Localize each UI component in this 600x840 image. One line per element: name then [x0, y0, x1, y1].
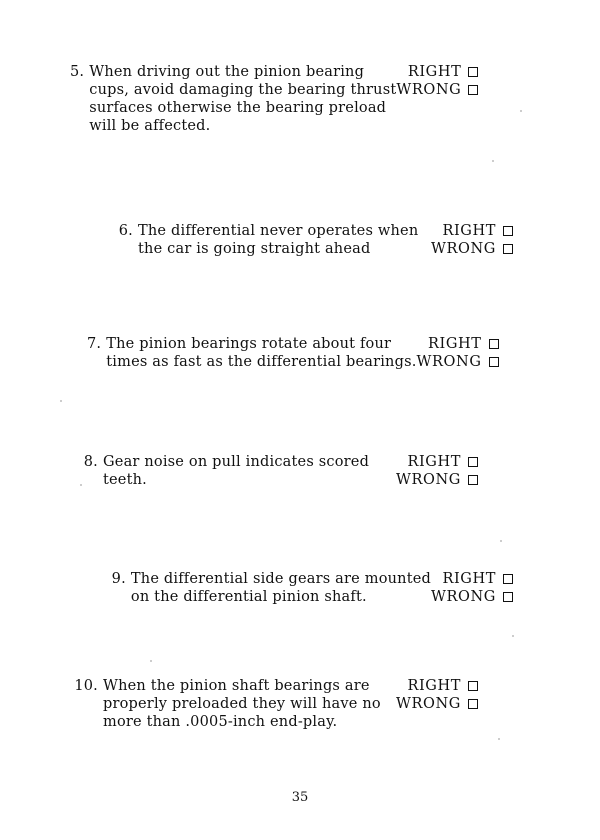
answer-options: [396, 677, 478, 713]
wrong-option[interactable]: [396, 81, 478, 99]
right-option[interactable]: [442, 570, 513, 588]
question-line: times as fast as the differential bearings.: [106, 354, 417, 370]
question-number: 7.: [87, 336, 102, 352]
question-line: When driving out the pinion bearing: [89, 64, 365, 80]
question-line: The pinion bearings rotate about four: [106, 336, 392, 352]
right-option[interactable]: [408, 63, 479, 81]
question-line: properly preloaded they will have no: [103, 696, 381, 712]
question-line: teeth.: [103, 472, 147, 488]
question-number: 6.: [118, 223, 133, 239]
print-speck: [498, 738, 500, 740]
wrong-checkbox[interactable]: [468, 85, 478, 95]
question-6: [105, 222, 513, 258]
right-option[interactable]: [407, 677, 478, 695]
wrong-checkbox[interactable]: [503, 592, 513, 602]
wrong-label: WRONG: [396, 696, 461, 712]
question-text: [103, 453, 396, 489]
print-speck: [80, 484, 82, 486]
right-label: RIGHT: [427, 336, 482, 352]
right-checkbox[interactable]: [468, 681, 478, 691]
wrong-label: WRONG: [396, 472, 461, 488]
question-line: cups, avoid damaging the bearing thrust: [89, 82, 397, 98]
answer-options: [431, 570, 513, 606]
wrong-label: WRONG: [431, 589, 496, 605]
wrong-option[interactable]: [396, 471, 478, 489]
wrong-option[interactable]: [431, 240, 513, 258]
wrong-label: WRONG: [431, 241, 496, 257]
print-speck: [150, 660, 152, 662]
answer-options: [417, 335, 499, 371]
question-line: Gear noise on pull indicates scored: [103, 454, 370, 470]
wrong-checkbox[interactable]: [503, 244, 513, 254]
wrong-option[interactable]: [431, 588, 513, 606]
wrong-checkbox[interactable]: [489, 357, 499, 367]
question-line: surfaces otherwise the bearing preload: [89, 100, 387, 116]
right-option[interactable]: [428, 335, 499, 353]
question-10: [70, 677, 478, 731]
question-line: the car is going straight ahead: [138, 241, 371, 257]
right-label: RIGHT: [407, 64, 462, 80]
right-option[interactable]: [442, 222, 513, 240]
wrong-checkbox[interactable]: [468, 699, 478, 709]
question-number: 5.: [70, 64, 85, 80]
question-line: The differential side gears are mounted: [130, 571, 432, 587]
question-number: 10.: [74, 678, 98, 694]
question-8: [70, 453, 478, 489]
wrong-option[interactable]: [396, 695, 478, 713]
right-label: RIGHT: [407, 454, 461, 470]
question-line: on the differential pinion shaft.: [130, 589, 367, 605]
answer-options: [396, 63, 478, 99]
print-speck: [60, 400, 62, 402]
question-line: The differential never operates when: [138, 223, 419, 239]
question-text: [106, 335, 416, 371]
wrong-label: WRONG: [416, 354, 482, 370]
right-checkbox[interactable]: [489, 339, 499, 349]
wrong-label: WRONG: [396, 82, 462, 98]
answer-options: [396, 453, 478, 489]
right-checkbox[interactable]: [468, 457, 478, 467]
question-9: [105, 570, 513, 606]
question-text: [138, 222, 431, 258]
wrong-option[interactable]: [417, 353, 499, 371]
question-line: more than .0005-inch end-play.: [103, 714, 338, 730]
question-text: [89, 63, 396, 135]
question-line: When the pinion shaft bearings are: [103, 678, 370, 694]
right-option[interactable]: [407, 453, 478, 471]
question-number: 9.: [111, 571, 126, 587]
right-label: RIGHT: [442, 223, 496, 239]
print-speck: [492, 160, 494, 162]
answer-options: [431, 222, 513, 258]
question-line: will be affected.: [89, 118, 211, 134]
question-number: 8.: [83, 454, 98, 470]
print-speck: [500, 540, 502, 542]
right-label: RIGHT: [407, 678, 461, 694]
right-checkbox[interactable]: [468, 67, 478, 77]
print-speck: [520, 110, 522, 112]
wrong-checkbox[interactable]: [468, 475, 478, 485]
question-text: [103, 677, 396, 731]
page-number: 35: [291, 790, 309, 805]
question-5: [70, 63, 478, 135]
question-7: [87, 335, 495, 371]
right-label: RIGHT: [442, 571, 496, 587]
right-checkbox[interactable]: [503, 226, 513, 236]
right-checkbox[interactable]: [503, 574, 513, 584]
print-speck: [512, 635, 514, 637]
question-text: [131, 570, 431, 606]
